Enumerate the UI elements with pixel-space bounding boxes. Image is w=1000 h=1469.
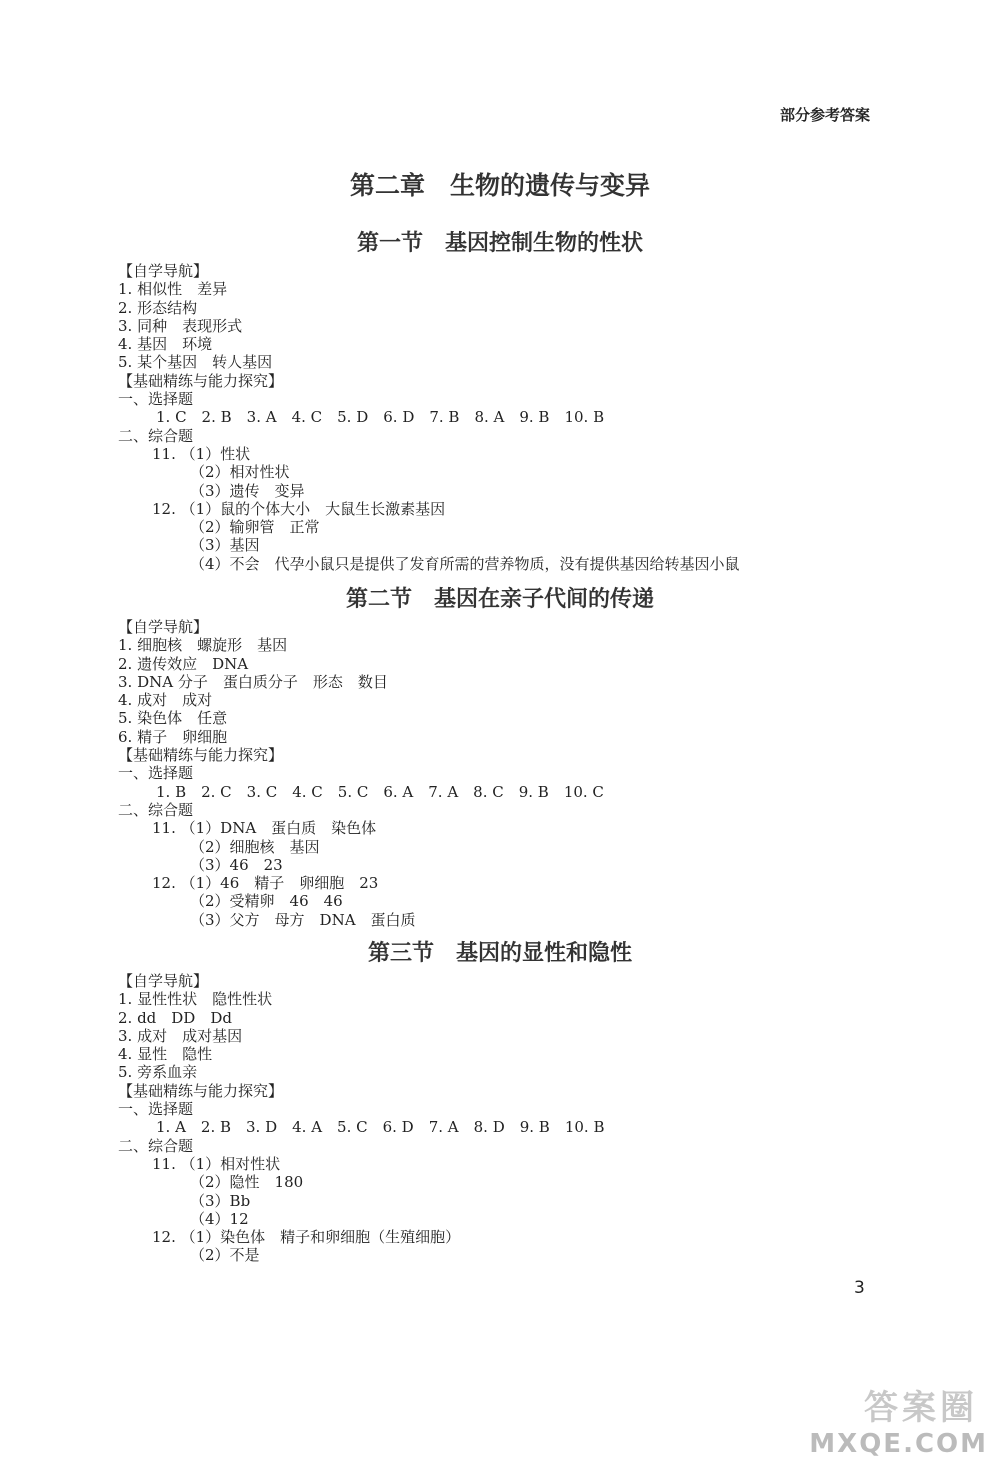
text-line: 1. B 2. C 3. C 4. C 5. C 6. A 7. A 8. C 9. B 10. C [156,782,604,801]
text-line: 6. 精子 卵细胞 [118,727,228,746]
text-line: （3）基因 [190,536,260,555]
text-line: 1. 显性性状 隐性性状 [118,990,273,1009]
text-line: 1. A 2. B 3. D 4. A 5. C 6. D 7. A 8. D 9. B 10. B [156,1118,605,1137]
text-line: 3. DNA 分子 蛋白质分子 形态 数目 [118,672,388,691]
text-line: （3）46 23 [190,855,283,874]
text-line: 2. 形态结构 [118,298,198,317]
text-line: 5. 染色体 任意 [118,709,228,728]
text-line: 11. （1）DNA 蛋白质 染色体 [152,819,377,838]
text-line: （2）相对性状 [190,463,290,482]
section-title-3: 第三节 基因的显性和隐性 [367,941,632,966]
text-line: 一、选择题 [118,390,194,409]
text-line: 【自学导航】 [118,972,209,990]
text-line: （2）细胞核 基因 [190,837,320,856]
watermark-url: MXQE.COM [809,1429,988,1459]
text-line: 二、综合题 [118,800,194,819]
text-line: 二、综合题 [118,426,194,445]
section-1-content [118,262,960,573]
text-line: 12. （1）鼠的个体大小 大鼠生长激素基因 [152,499,446,518]
text-line: （2）受精卵 46 46 [190,892,343,911]
section-3-content [118,972,960,1265]
text-line: 4. 成对 成对 [118,691,213,710]
text-line: （2）输卵管 正常 [190,518,320,537]
text-line: 4. 基因 环境 [118,335,213,354]
text-line: 2. dd DD Dd [118,1008,232,1027]
text-line: 2. 遗传效应 DNA [118,654,249,673]
text-line: （4）不会 代孕小鼠只是提供了发育所需的营养物质，没有提供基因给转基因小鼠 [190,554,740,573]
text-line: （2）隐性 180 [190,1173,304,1192]
watermark-logo: 答案圈 [864,1388,978,1428]
text-line: 4. 显性 隐性 [118,1045,213,1064]
text-line: 1. C 2. B 3. A 4. C 5. D 6. D 7. B 8. A 9. B 10. B [156,408,605,427]
text-line: 11. （1）性状 [152,444,251,463]
text-line: 【基础精练与能力探究】 [118,746,284,765]
text-line: （4）12 [190,1209,249,1228]
text-line: 5. 旁系血亲 [118,1063,198,1082]
text-line: 11. （1）相对性状 [152,1154,281,1173]
watermark [798,1389,988,1459]
text-line: 12. （1）46 精子 卵细胞 23 [152,874,379,893]
text-line: 【自学导航】 [118,618,209,636]
text-line: 3. 同种 表现形式 [118,316,243,335]
text-line: （3）Bb [190,1191,251,1210]
text-line: 二、综合题 [118,1136,194,1155]
text-line: 12. （1）染色体 精子和卵细胞（生殖细胞） [152,1228,461,1247]
text-line: 【基础精练与能力探究】 [118,371,284,390]
text-line: （2）不是 [190,1246,260,1265]
text-line: 一、选择题 [118,1100,194,1119]
text-line: 【自学导航】 [118,262,209,280]
section-title-1: 第一节 基因控制生物的性状 [356,231,643,256]
text-line: 1. 细胞核 螺旋形 基因 [118,636,288,655]
chapter-title: 第二章 生物的遗传与变异 [349,171,650,200]
text-line: 3. 成对 成对基因 [118,1026,243,1045]
page-number: 3 [854,1278,865,1298]
text-line: 1. 相似性 差异 [118,280,228,299]
text-line: （3）父方 母方 DNA 蛋白质 [190,910,416,929]
text-line: 【基础精练与能力探究】 [118,1081,284,1100]
text-line: 5. 某个基因 转人基因 [118,353,273,372]
text-line: 一、选择题 [118,764,194,783]
section-2-content [118,618,960,929]
text-line: （3）遗传 变异 [190,481,305,500]
section-title-2: 第二节 基因在亲子代间的传递 [345,587,654,612]
header-label: 部分参考答案 [779,106,870,124]
